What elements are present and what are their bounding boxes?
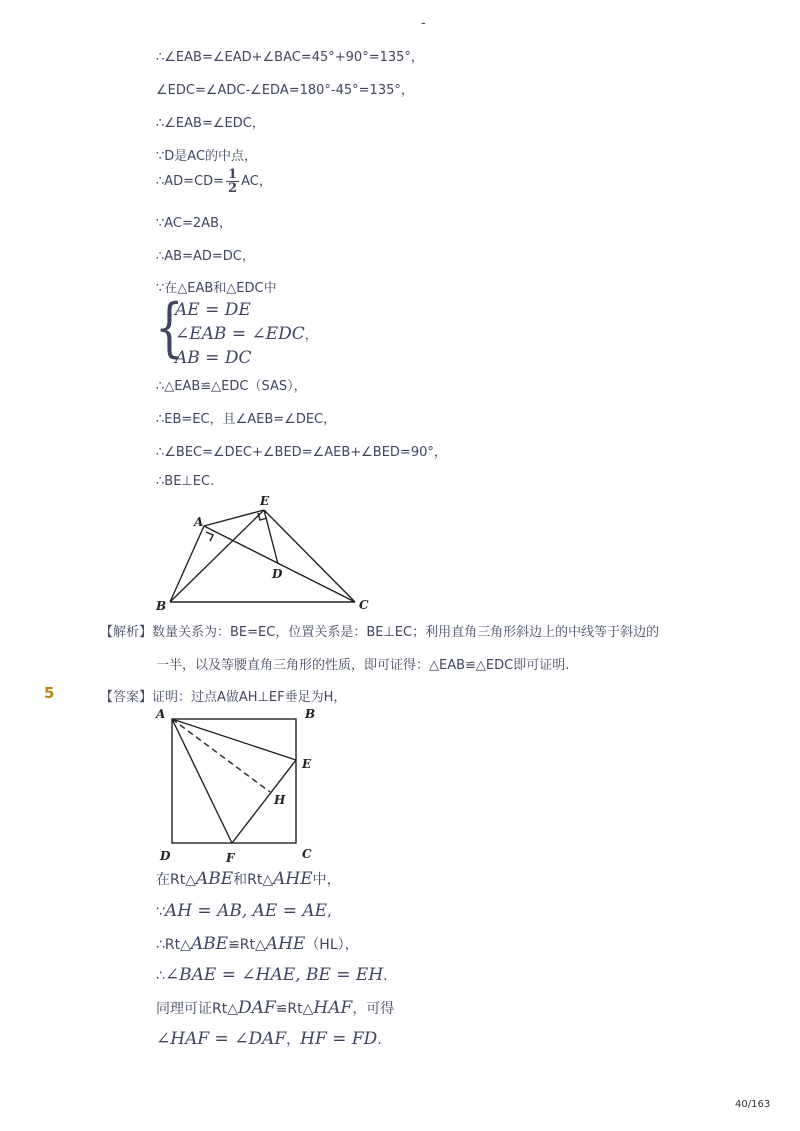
math: HF = FD bbox=[300, 1029, 378, 1049]
text: . bbox=[383, 968, 388, 984]
math: AH = AB, AE = AE bbox=[164, 901, 328, 921]
system-brace: { bbox=[155, 291, 184, 365]
math: ∠BAE = ∠HAE, BE = EH bbox=[164, 965, 384, 985]
text: ≌Rt△ bbox=[275, 1001, 314, 1017]
label-F: F bbox=[226, 851, 235, 865]
proof-line: ∴BE⊥EC. bbox=[156, 474, 215, 489]
answer-tag: 【答案】 bbox=[100, 690, 153, 705]
proof2-line-1 bbox=[156, 869, 341, 889]
answer-text: 证明：过点A做AH⊥EF垂足为H， bbox=[152, 690, 347, 705]
square-figure bbox=[150, 700, 330, 868]
text: 和Rt△ bbox=[233, 872, 274, 888]
segment-BE bbox=[170, 510, 264, 602]
text: ∴AD=CD= bbox=[156, 174, 225, 189]
text: ，可得 bbox=[352, 1001, 395, 1017]
label-B: B bbox=[305, 707, 316, 721]
text: （HL）， bbox=[305, 937, 359, 953]
numerator: 1 bbox=[228, 167, 238, 182]
proof-line: ∵AC=2AB， bbox=[156, 216, 232, 231]
fraction bbox=[226, 168, 239, 195]
system-eq-1: AE = DE bbox=[175, 300, 251, 320]
proof-line: ∴△EAB≌△EDC（SAS）， bbox=[156, 379, 307, 394]
right-angle-mark-A bbox=[206, 532, 213, 541]
label-C: C bbox=[302, 847, 312, 861]
proof-line: ∴∠EAB=∠EDC， bbox=[156, 116, 265, 131]
proof-line: ∴∠BEC=∠DEC+∠BED=∠AEB+∠BED=90°， bbox=[156, 445, 447, 460]
label-H: H bbox=[274, 793, 286, 807]
text: AC， bbox=[241, 174, 272, 189]
math: ∠HAF = ∠DAF bbox=[156, 1029, 287, 1049]
segment-BA bbox=[170, 526, 204, 602]
system-eq-2-tail: ， bbox=[304, 328, 318, 343]
math: ABE bbox=[190, 934, 229, 954]
label-D: D bbox=[160, 849, 171, 863]
label-D: D bbox=[272, 567, 283, 581]
segment-AE bbox=[172, 719, 296, 760]
proof2-line-4 bbox=[156, 965, 388, 985]
proof2-line-2 bbox=[156, 901, 332, 921]
label-A: A bbox=[156, 707, 166, 721]
page-number: 40/163 bbox=[735, 1099, 771, 1110]
text: ∴ bbox=[156, 968, 165, 984]
analysis-tag: 【解析】 bbox=[100, 625, 153, 640]
text: ∴Rt△ bbox=[156, 937, 191, 953]
text: ≌Rt△ bbox=[228, 937, 266, 953]
segment-AF bbox=[172, 719, 232, 843]
math: AHE bbox=[273, 869, 313, 889]
label-C: C bbox=[359, 598, 369, 612]
text: ∵ bbox=[156, 904, 165, 920]
analysis-line-2: 一半，以及等腰直角三角形的性质，即可证得：△EAB≌△EDC即可证明. bbox=[156, 658, 570, 673]
proof2-line-6 bbox=[156, 1029, 382, 1049]
math: AHE bbox=[265, 934, 306, 954]
proof-line-fraction bbox=[156, 168, 272, 195]
text: , bbox=[327, 904, 332, 920]
square-ABCD bbox=[172, 719, 296, 843]
segment-AH-dashed bbox=[172, 719, 270, 792]
analysis-text: 数量关系为：BE=EC，位置关系是：BE⊥EC；利用直角三角形斜边上的中线等于斜边的 bbox=[152, 625, 660, 640]
system-eq-3: AB = DC bbox=[175, 348, 252, 368]
proof-line: ∴∠EAB=∠EAD+∠BAC=45°+90°=135°， bbox=[156, 50, 424, 65]
denominator: 2 bbox=[228, 181, 238, 196]
triangle-figure bbox=[150, 492, 380, 617]
text: 在Rt△ bbox=[156, 872, 196, 888]
text: 中， bbox=[312, 872, 341, 888]
label-E: E bbox=[260, 494, 270, 508]
segment-EC bbox=[264, 510, 355, 602]
proof2-line-5 bbox=[156, 998, 394, 1018]
proof-line: ∴AB=AD=DC， bbox=[156, 249, 255, 264]
proof2-line-3 bbox=[156, 934, 359, 954]
segment-AC bbox=[204, 526, 355, 602]
segment-EF bbox=[232, 760, 296, 843]
proof-line: ∠EDC=∠ADC-∠EDA=180°-45°=135°， bbox=[156, 83, 414, 98]
label-E: E bbox=[302, 757, 312, 771]
analysis-line-1 bbox=[100, 621, 659, 640]
system-eq-2: ∠EAB = ∠EDC bbox=[175, 324, 305, 344]
system-eq-2-row bbox=[175, 324, 318, 344]
label-B: B bbox=[156, 599, 167, 613]
text: . bbox=[377, 1032, 382, 1048]
question-number: 5 bbox=[44, 684, 55, 702]
text: ， bbox=[286, 1032, 301, 1048]
label-A: A bbox=[194, 515, 204, 529]
proof-line: ∴EB=EC，且∠AEB=∠DEC， bbox=[156, 412, 337, 427]
header-mark: - bbox=[421, 16, 426, 31]
math: ABE bbox=[195, 869, 234, 889]
proof-line: ∵在△EAB和△EDC中 bbox=[156, 281, 277, 296]
math: HAF bbox=[313, 998, 353, 1018]
proof-line: ∵D是AC的中点， bbox=[156, 149, 258, 164]
text: 同理可证Rt△ bbox=[156, 1001, 238, 1017]
math: DAF bbox=[237, 998, 276, 1018]
